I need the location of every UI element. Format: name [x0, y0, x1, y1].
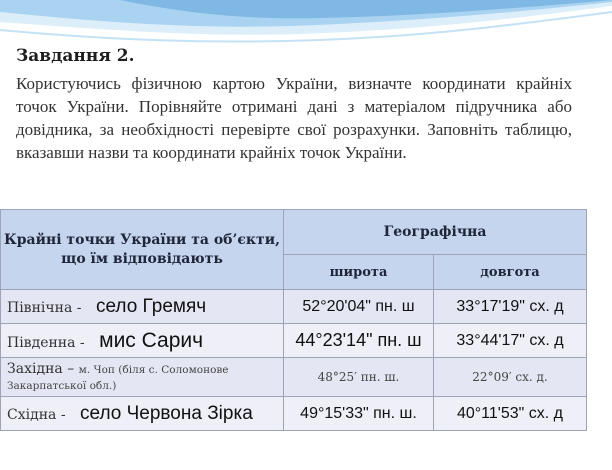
latitude-value: 49°15'33" пн. ш.	[284, 397, 434, 431]
table-row-north	[1, 290, 587, 324]
extreme-points-table	[0, 209, 587, 431]
longitude-value: 33°17'19" сх. д	[434, 290, 587, 324]
direction-label: Східна -	[7, 406, 66, 423]
direction-label: Західна –	[7, 361, 75, 377]
longitude-value: 40°11'53" сх. д	[434, 397, 587, 431]
decorative-wave-banner	[0, 0, 612, 48]
header-extreme-points: Крайні точки України та об’єкти, що їм відповідають	[1, 210, 284, 290]
table-row-east	[1, 397, 587, 431]
table-row-west	[1, 358, 587, 397]
object-name: село Гремяч	[95, 295, 207, 317]
object-name: село Червона Зірка	[80, 402, 253, 424]
longitude-value: 22°09′ сх. д.	[434, 358, 587, 397]
direction-label: Північна -	[7, 299, 82, 316]
task-description: Користуючись фізичною картою України, визначте координати крайніх точок України. Порівняйте отримані дані з матеріалом підручника або довідника, за необхідності перевірте свої розрахунки. Заповніть таблицю, вказавши назви та координати крайніх точок України.	[16, 74, 572, 162]
table-row-south	[1, 324, 587, 358]
header-latitude: широта	[284, 255, 434, 290]
object-name: м. Чоп (біля с. Соломонове Закарпатської обл.)	[7, 364, 229, 392]
latitude-value: 48°25′ пн. ш.	[284, 358, 434, 397]
latitude-value: 44°23'14" пн. ш	[284, 324, 434, 358]
task-title: Завдання 2.	[16, 46, 135, 66]
header-geographic: Географічна	[284, 210, 587, 255]
header-longitude: довгота	[434, 255, 587, 290]
object-name: мис Сарич	[99, 328, 204, 352]
latitude-value: 52°20'04" пн. ш	[284, 290, 434, 324]
longitude-value: 33°44'17" сх. д	[434, 324, 587, 358]
direction-label: Південна -	[7, 334, 85, 351]
